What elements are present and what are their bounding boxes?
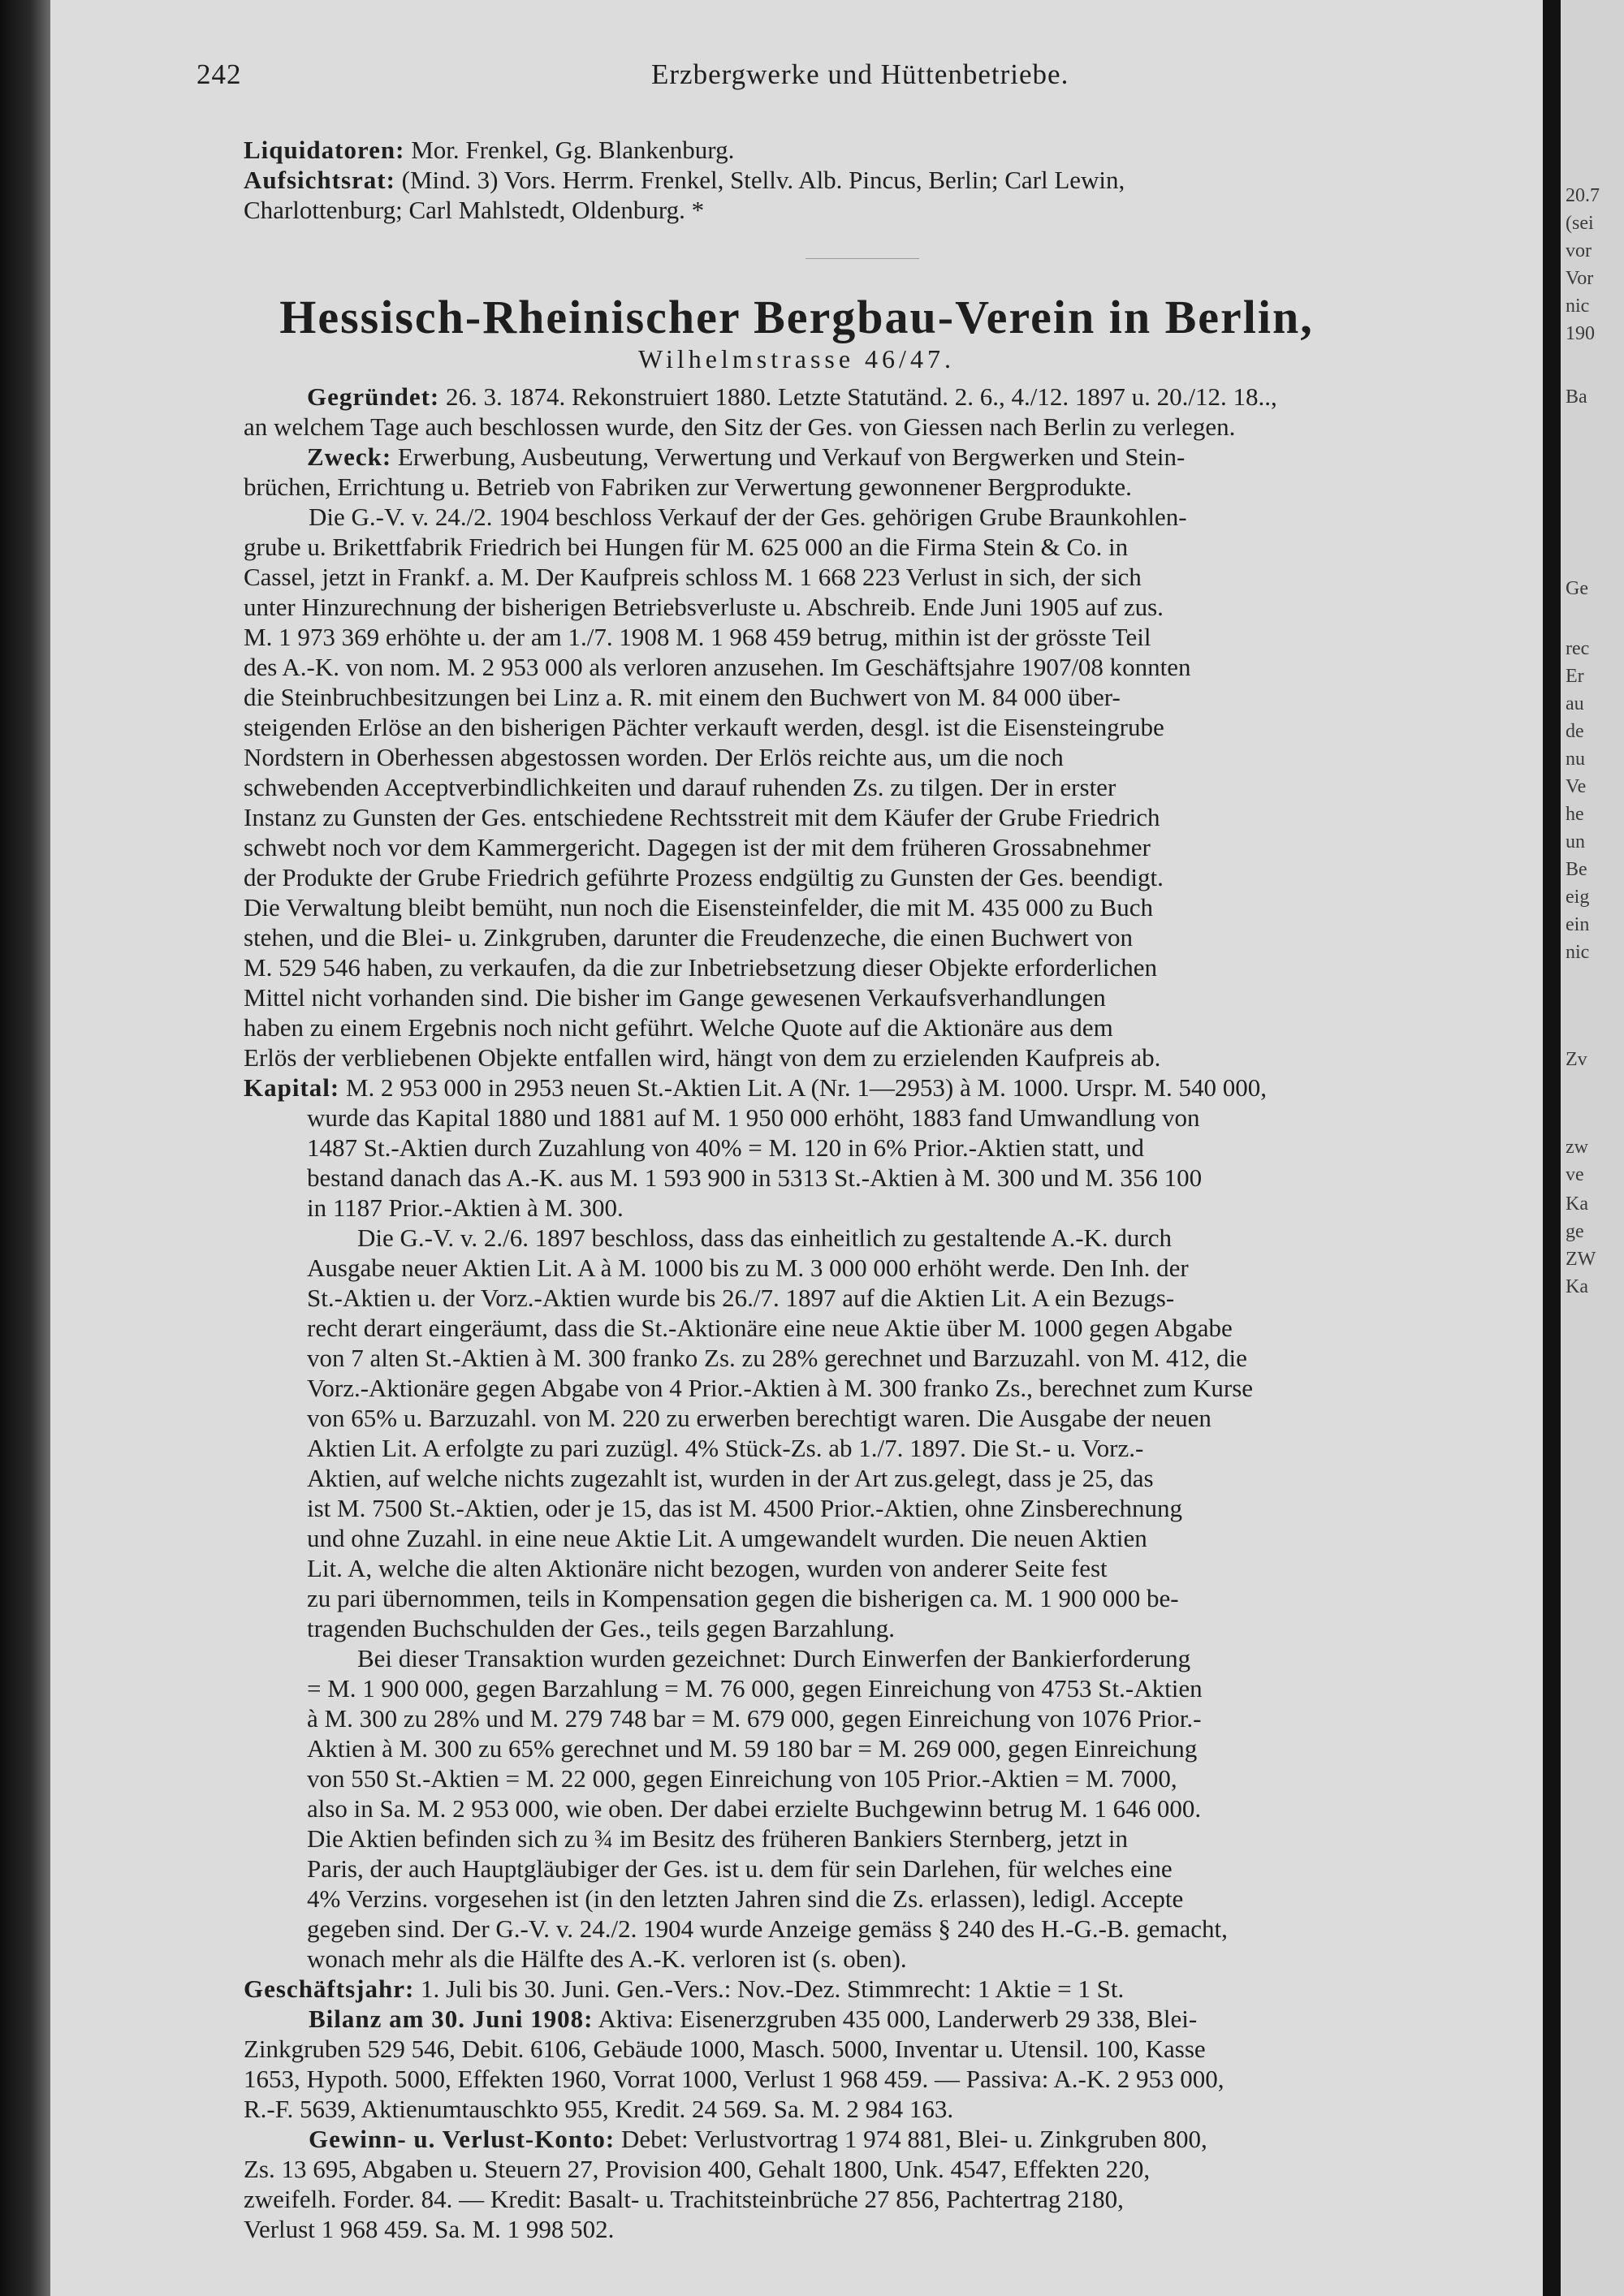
text-line — [244, 472, 1543, 502]
line-text: Die G.-V. v. 2./6. 1897 beschloss, dass das einheitlich zu gestaltende A.-K. durch — [357, 1224, 1173, 1252]
text-line — [244, 1103, 1543, 1133]
line-text: Nordstern in Oberhessen abgestossen worden. Der Erlös reichte aus, um die noch — [244, 743, 1064, 771]
line-text: Die G.-V. v. 24./2. 1904 beschloss Verkauf der der Ges. gehörigen Grube Braunkohlen- — [309, 503, 1187, 531]
adjacent-page-fragment: nic — [1566, 296, 1590, 317]
text-line — [244, 1012, 1543, 1042]
line-text: gegeben sind. Der G.-V. v. 24./2. 1904 wurde Anzeige gemäss § 240 des H.-G.-B. gemacht, — [307, 1914, 1228, 1943]
adjacent-page-fragment: ein — [1566, 914, 1590, 935]
text-line — [244, 1793, 1543, 1823]
text-line — [244, 1673, 1543, 1703]
text-line — [244, 1493, 1543, 1523]
line-text: an welchem Tage auch beschlossen wurde, den Sitz der Ges. von Giessen nach Berlin zu verlegen. — [244, 412, 1236, 441]
text-line — [244, 952, 1543, 982]
text-line — [244, 862, 1543, 892]
line-text: und ohne Zuzahl. in eine neue Aktie Lit. A umgewandelt wurden. Die neuen Aktien — [307, 1524, 1147, 1552]
text-line — [244, 1854, 1543, 1884]
section-label: Zweck: — [307, 442, 392, 471]
text-line — [244, 2064, 1543, 2094]
text-line — [244, 892, 1543, 922]
line-text: also in Sa. M. 2 953 000, wie oben. Der dabei erzielte Buchgewinn betrug M. 1 646 000. — [307, 1794, 1202, 1823]
line-text: bestand danach das A.-K. aus M. 1 593 900 in 5313 St.-Aktien à M. 300 und M. 356 100 — [307, 1163, 1203, 1192]
text-line — [244, 832, 1543, 862]
text-line — [244, 412, 1543, 442]
line-text: St.-Aktien u. der Vorz.-Aktien wurde bis 26./7. 1897 auf die Aktien Lit. A ein Bezugs- — [307, 1284, 1175, 1312]
line-text: die Steinbruchbesitzungen bei Linz a. R. mit einem den Buchwert von M. 84 000 über- — [244, 683, 1121, 711]
line-text: grube u. Brikettfabrik Friedrich bei Hungen für M. 625 000 an die Firma Stein & Co. in — [244, 533, 1129, 561]
adjacent-page-fragment: Zv — [1566, 1049, 1587, 1070]
book-gutter — [1543, 0, 1561, 2296]
text-line — [244, 802, 1543, 832]
text-line — [244, 1523, 1543, 1553]
line-text: M. 1 973 369 erhöhte u. der am 1./7. 1908 M. 1 968 459 betrug, mithin ist der grösste Teil — [244, 623, 1151, 651]
line-text: des A.-K. von nom. M. 2 953 000 als verloren anzusehen. Im Geschäftsjahre 1907/08 konnten — [244, 653, 1191, 681]
text-line — [244, 1944, 1543, 1974]
text-line — [244, 1613, 1543, 1643]
adjacent-page-fragment: rec — [1566, 638, 1590, 659]
text-line — [244, 2214, 1543, 2244]
line-text: Vorz.-Aktionäre gegen Abgabe von 4 Prior.-Aktien à M. 300 franko Zs., berechnet zum Kurse — [307, 1374, 1254, 1402]
line-text: Mor. Frenkel, Gg. Blankenburg. — [404, 136, 735, 164]
text-line — [244, 1643, 1543, 1673]
text-line — [244, 1763, 1543, 1793]
line-text: Instanz zu Gunsten der Ges. entschiedene Rechtsstreit mit dem Käufer der Grube Friedrich — [244, 803, 1160, 831]
line-text: Paris, der auch Hauptgläubiger der Ges. ist u. dem für sein Darlehen, für welches eine — [307, 1854, 1173, 1883]
adjacent-page-edge — [1561, 0, 1624, 2296]
line-text: 1653, Hypoth. 5000, Effekten 1960, Vorrat 1000, Verlust 1 968 459. — Passiva: A.-K. 2 953 000, — [244, 2065, 1224, 2093]
text-line — [244, 682, 1543, 712]
section-separator — [806, 258, 919, 259]
line-text: ist M. 7500 St.-Aktien, oder je 15, das ist M. 4500 Prior.-Aktien, ohne Zinsberechnung — [307, 1494, 1182, 1522]
text-line — [244, 1253, 1543, 1283]
adjacent-page-fragment: un — [1566, 831, 1585, 852]
line-text: à M. 300 zu 28% und M. 279 748 bar = M. 679 000, gegen Einreichung von 1076 Prior.- — [307, 1704, 1202, 1733]
line-text: M. 2 953 000 in 2953 neuen St.-Aktien Lit. A (Nr. 1—2953) à M. 1000. Urspr. M. 540 000, — [339, 1073, 1268, 1102]
text-line — [244, 1553, 1543, 1583]
line-text: Erwerbung, Ausbeutung, Verwertung und Verkauf von Bergwerken und Stein- — [391, 442, 1186, 471]
line-text: Zs. 13 695, Abgaben u. Steuern 27, Provision 400, Gehalt 1800, Unk. 4547, Effekten 220, — [244, 2155, 1151, 2183]
line-text: schwebenden Acceptverbindlichkeiten und darauf ruhenden Zs. zu tilgen. Der in erster — [244, 773, 1116, 801]
text-line — [244, 2154, 1543, 2184]
line-text: von 65% u. Barzuzahl. von M. 220 zu erwerben berechtigt waren. Die Ausgabe der neuen — [307, 1404, 1212, 1432]
line-text: Bei dieser Transaktion wurden gezeichnet: Durch Einwerfen der Bankierforderung — [357, 1644, 1191, 1672]
adjacent-page-fragment: Ka — [1566, 1193, 1588, 1215]
line-text: Aktiva: Eisenerzgruben 435 000, Landerwerb 29 338, Blei- — [593, 2005, 1198, 2033]
adjacent-page-fragment: nu — [1566, 749, 1585, 770]
adjacent-page-fragment: zw — [1566, 1137, 1588, 1158]
text-line — [244, 165, 1543, 195]
adjacent-page-fragment: Ka — [1566, 1276, 1588, 1297]
text-line — [244, 712, 1543, 742]
line-text: R.-F. 5639, Aktienumtauschkto 955, Kredit. 24 569. Sa. M. 2 984 163. — [244, 2095, 954, 2123]
text-line — [244, 982, 1543, 1012]
adjacent-page-fragment: Vor — [1566, 268, 1594, 289]
text-line — [244, 502, 1543, 532]
text-line — [244, 1703, 1543, 1733]
line-text: M. 529 546 haben, zu verkaufen, da die zur Inbetriebsetzung dieser Objekte erforderlichen — [244, 953, 1158, 982]
adjacent-page-fragment: 20.7 — [1566, 185, 1600, 206]
section-label: Gegründet: — [307, 382, 440, 411]
adjacent-page-fragment: vor — [1566, 240, 1592, 261]
line-text: Debet: Verlustvortrag 1 974 881, Blei- u. Zinkgruben 800, — [615, 2125, 1207, 2153]
line-text: Cassel, jetzt in Frankf. a. M. Der Kaufpreis schloss M. 1 668 223 Verlust in sich, der sich — [244, 563, 1142, 591]
line-text: haben zu einem Ergebnis noch nicht geführt. Welche Quote auf die Aktionäre aus dem — [244, 1013, 1113, 1042]
text-line — [244, 1433, 1543, 1463]
text-line — [244, 1042, 1543, 1072]
text-line — [244, 1463, 1543, 1493]
line-text: stehen, und die Blei- u. Zinkgruben, darunter die Freudenzeche, die einen Buchwert von — [244, 923, 1133, 952]
line-text: in 1187 Prior.-Aktien à M. 300. — [307, 1193, 624, 1222]
adjacent-page-fragment: eig — [1566, 887, 1590, 908]
adjacent-page-fragment: au — [1566, 693, 1584, 714]
line-text: Die Aktien befinden sich zu ¾ im Besitz des früheren Bankiers Sternberg, jetzt in — [307, 1824, 1128, 1853]
adjacent-page-fragment: ge — [1566, 1221, 1584, 1242]
text-line — [244, 1403, 1543, 1433]
text-line — [244, 772, 1543, 802]
text-line — [244, 592, 1543, 622]
line-text: 1487 St.-Aktien durch Zuzahlung von 40% = M. 120 in 6% Prior.-Aktien statt, und — [307, 1133, 1144, 1162]
line-text: Die Verwaltung bleibt bemüht, nun noch die Eisensteinfelder, die mit M. 435 000 zu Buch — [244, 893, 1153, 921]
section-label: Liquidatoren: — [244, 136, 405, 164]
text-line — [244, 532, 1543, 562]
liquidation-block — [244, 135, 1543, 225]
company-title: Hessisch-Rheinischer Bergbau-Verein in Berlin, — [279, 291, 1314, 343]
line-text: 4% Verzins. vorgesehen ist (in den letzten Jahren sind die Zs. erlassen), ledigl. Accepte — [307, 1884, 1184, 1913]
line-text: steigenden Erlöse an den bisherigen Pächter verkauft werden, desgl. ist die Eisensteingrube — [244, 713, 1164, 741]
section-label: Kapital: — [244, 1073, 340, 1102]
text-line — [244, 1343, 1543, 1373]
section-label: Geschäftsjahr: — [244, 1974, 415, 2003]
text-line — [244, 1914, 1543, 1944]
line-text: zu pari übernommen, teils in Kompensation gegen die bisherigen ca. M. 1 900 000 be- — [307, 1584, 1179, 1612]
text-line — [244, 1313, 1543, 1343]
line-text: = M. 1 900 000, gegen Barzahlung = M. 76 000, gegen Einreichung von 4753 St.-Aktien — [307, 1674, 1203, 1703]
scan-left-edge — [0, 0, 50, 2296]
text-line — [244, 622, 1543, 652]
text-line — [244, 2184, 1543, 2214]
line-text: Verlust 1 968 459. Sa. M. 1 998 502. — [244, 2215, 615, 2243]
section-label: Bilanz am 30. Juni 1908: — [309, 2005, 594, 2033]
text-line — [244, 2094, 1543, 2124]
adjacent-page-fragment: ve — [1566, 1164, 1584, 1185]
text-line — [244, 1163, 1543, 1193]
text-line — [244, 2034, 1543, 2064]
text-line — [244, 1133, 1543, 1163]
text-line — [244, 742, 1543, 772]
document-page — [50, 0, 1543, 2296]
text-line — [244, 135, 1543, 165]
adjacent-page-fragment: Ve — [1566, 776, 1587, 797]
page-header — [197, 58, 1528, 96]
adjacent-page-fragment: ZW — [1566, 1249, 1596, 1270]
text-line — [244, 1072, 1543, 1103]
line-text: schwebt noch vor dem Kammergericht. Dagegen ist der mit dem früheren Grossabnehmer — [244, 833, 1151, 861]
line-text: unter Hinzurechnung der bisherigen Betriebsverluste u. Abschreib. Ende Juni 1905 auf zus. — [244, 593, 1164, 621]
text-line — [244, 2004, 1543, 2034]
line-text: zweifelh. Forder. 84. — Kredit: Basalt- u. Trachitsteinbrüche 27 856, Pachtertrag 2180, — [244, 2185, 1124, 2213]
text-line — [244, 1583, 1543, 1613]
text-line — [244, 1223, 1543, 1253]
line-text: Aktien, auf welche nichts zugezahlt ist, wurden in der Art zus.gelegt, dass je 25, das — [307, 1464, 1154, 1492]
line-text: brüchen, Errichtung u. Betrieb von Fabriken zur Verwertung gewonnener Bergprodukte. — [244, 473, 1132, 501]
text-line — [244, 382, 1543, 412]
adjacent-page-fragment: he — [1566, 804, 1584, 825]
running-head: Erzbergwerke und Hüttenbetriebe. — [651, 58, 1069, 90]
line-text: tragenden Buchschulden der Ges., teils gegen Barzahlung. — [307, 1614, 895, 1642]
line-text: recht derart eingeräumt, dass die St.-Aktionäre eine neue Aktie über M. 1000 gegen Abgabe — [307, 1314, 1233, 1342]
line-text: Lit. A, welche die alten Aktionäre nicht bezogen, wurden von anderer Seite fest — [307, 1554, 1108, 1582]
adjacent-page-fragment: Ge — [1566, 578, 1588, 599]
line-text: Charlottenburg; Carl Mahlstedt, Oldenburg. * — [244, 196, 705, 224]
line-text: Aktien Lit. A erfolgte zu pari zuzügl. 4% Stück-Zs. ab 1./7. 1897. Die St.- u. Vorz.- — [307, 1434, 1144, 1462]
text-line — [244, 922, 1543, 952]
adjacent-page-fragment: 190 — [1566, 323, 1595, 344]
section-label: Aufsichtsrat: — [244, 166, 395, 194]
section-label: Gewinn- u. Verlust-Konto: — [309, 2125, 615, 2153]
text-line — [244, 1283, 1543, 1313]
text-line — [244, 195, 1543, 225]
line-text: 1. Juli bis 30. Juni. Gen.-Vers.: Nov.-Dez. Stimmrecht: 1 Aktie = 1 St. — [414, 1974, 1125, 2003]
line-text: Aktien à M. 300 zu 65% gerechnet und M. 59 180 bar = M. 269 000, gegen Einreichung — [307, 1734, 1198, 1763]
company-address: Wilhelmstrasse 46/47. — [638, 344, 955, 373]
line-text: von 550 St.-Aktien = M. 22 000, gegen Einreichung von 105 Prior.-Aktien = M. 7000, — [307, 1764, 1177, 1793]
text-line — [244, 1823, 1543, 1854]
company-entry-body — [244, 382, 1543, 2244]
text-line — [244, 2124, 1543, 2154]
text-line — [244, 562, 1543, 592]
line-text: (Mind. 3) Vors. Herrm. Frenkel, Stellv. Alb. Pincus, Berlin; Carl Lewin, — [395, 166, 1125, 194]
adjacent-page-fragment: nic — [1566, 942, 1590, 963]
line-text: wurde das Kapital 1880 und 1881 auf M. 1 950 000 erhöht, 1883 fand Umwandlung von — [307, 1103, 1200, 1132]
line-text: wonach mehr als die Hälfte des A.-K. verloren ist (s. oben). — [307, 1944, 907, 1973]
text-line — [244, 1373, 1543, 1403]
adjacent-page-fragment: de — [1566, 721, 1584, 742]
text-line — [244, 1974, 1543, 2004]
text-line — [244, 442, 1543, 472]
text-line — [244, 1733, 1543, 1763]
text-line — [244, 1193, 1543, 1223]
line-text: von 7 alten St.-Aktien à M. 300 franko Zs. zu 28% gerechnet und Barzuzahl. von M. 412, die — [307, 1344, 1247, 1372]
text-line — [244, 1884, 1543, 1914]
line-text: der Produkte der Grube Friedrich geführte Prozess endgültig zu Gunsten der Ges. beendigt. — [244, 863, 1164, 891]
page-number: 242 — [197, 58, 242, 90]
line-text: Zinkgruben 529 546, Debit. 6106, Gebäude 1000, Masch. 5000, Inventar u. Utensil. 100, Kasse — [244, 2035, 1206, 2063]
line-text: Ausgabe neuer Aktien Lit. A à M. 1000 bis zu M. 3 000 000 erhöht werde. Den Inh. der — [307, 1254, 1189, 1282]
adjacent-page-fragment: Ba — [1566, 386, 1587, 408]
adjacent-page-fragment: Be — [1566, 859, 1587, 880]
line-text: Erlös der verbliebenen Objekte entfallen wird, hängt von dem zu erzielenden Kaufpreis ab. — [244, 1043, 1161, 1072]
adjacent-page-fragment: (sei — [1566, 213, 1594, 234]
text-line — [244, 652, 1543, 682]
line-text: 26. 3. 1874. Rekonstruiert 1880. Letzte Statutänd. 2. 6., 4./12. 1897 u. 20./12. 18.., — [439, 382, 1277, 411]
adjacent-page-fragment: Er — [1566, 666, 1584, 687]
line-text: Mittel nicht vorhanden sind. Die bisher im Gange gewesenen Verkaufsverhandlungen — [244, 983, 1106, 1012]
